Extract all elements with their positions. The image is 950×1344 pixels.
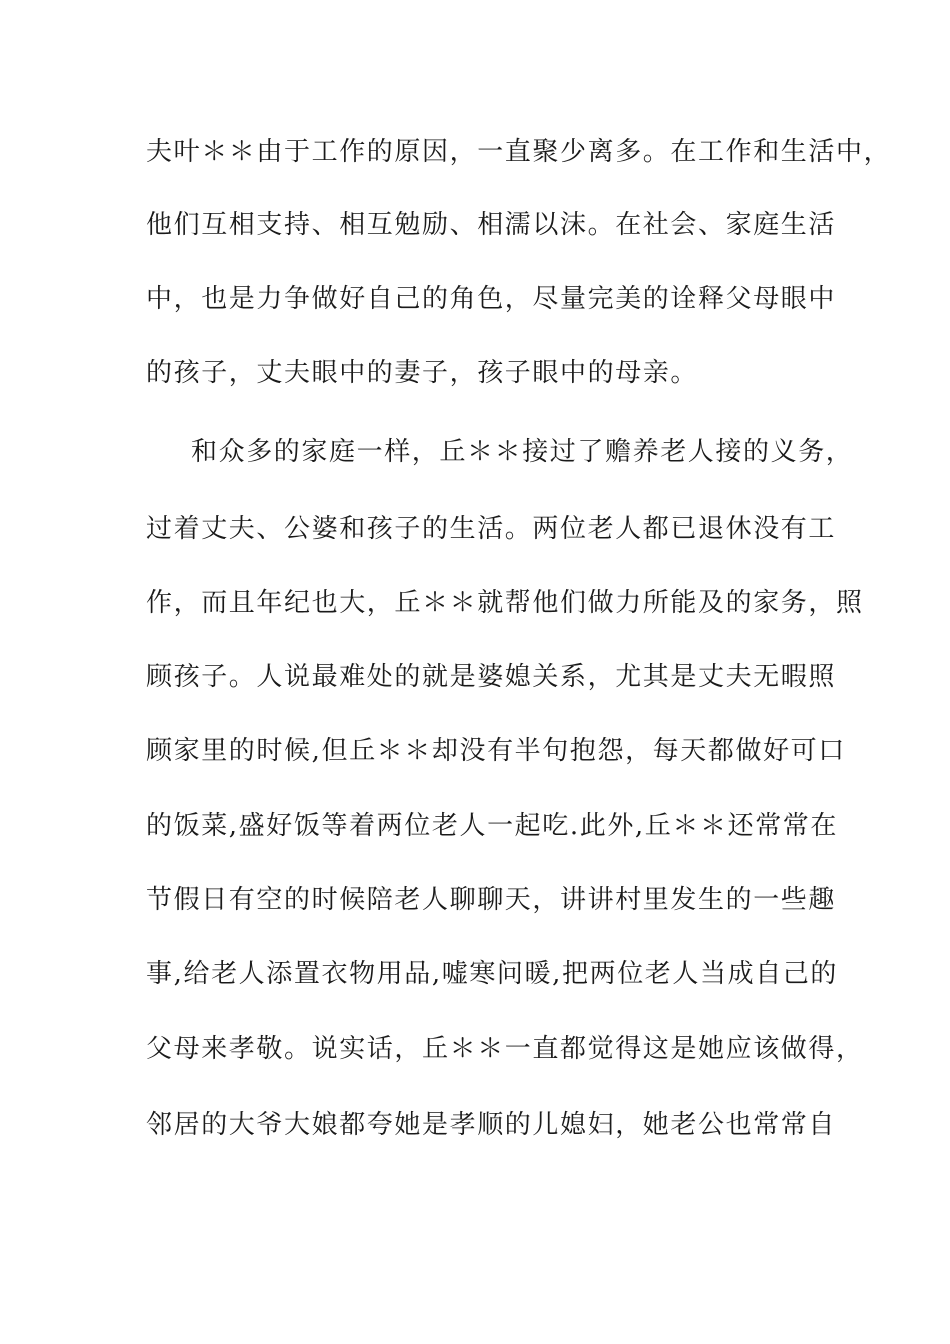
text-line: 顾孩子。人说最难处的就是婆媳关系，尤其是丈夫无暇照 — [146, 662, 837, 692]
text-line: 邻居的大爷大娘都夸她是孝顺的儿媳妇，她老公也常常自 — [146, 1110, 837, 1140]
text-line: 节假日有空的时候陪老人聊聊天，讲讲村里发生的一些趣 — [146, 885, 837, 915]
text-line: 作，而且年纪也大，丘＊＊就帮他们做力所能及的家务，照 — [146, 588, 864, 618]
paragraph-first-line: 和众多的家庭一样，丘＊＊接过了赡养老人接的义务， — [191, 437, 854, 467]
text-line: 的饭菜,盛好饭等着两位老人一起吃.此外,丘＊＊还常常在 — [146, 811, 838, 841]
text-line: 顾家里的时候,但丘＊＊却没有半句抱怨，每天都做好可口 — [146, 736, 846, 766]
text-line: 的孩子，丈夫眼中的妻子，孩子眼中的母亲。 — [146, 358, 699, 388]
text-line: 过着丈夫、公婆和孩子的生活。两位老人都已退休没有工 — [146, 514, 837, 544]
text-line: 事,给老人添置衣物用品,嘘寒问暖,把两位老人当成自己的 — [146, 959, 838, 989]
text-line: 中，也是力争做好自己的角色，尽量完美的诠释父母眼中 — [146, 284, 837, 314]
text-line: 夫叶＊＊由于工作的原因，一直聚少离多。在工作和生活中， — [146, 137, 892, 167]
text-line: 他们互相支持、相互勉励、相濡以沫。在社会、家庭生活 — [146, 210, 837, 240]
text-line: 父母来孝敬。说实话，丘＊＊一直都觉得这是她应该做得， — [146, 1034, 864, 1064]
